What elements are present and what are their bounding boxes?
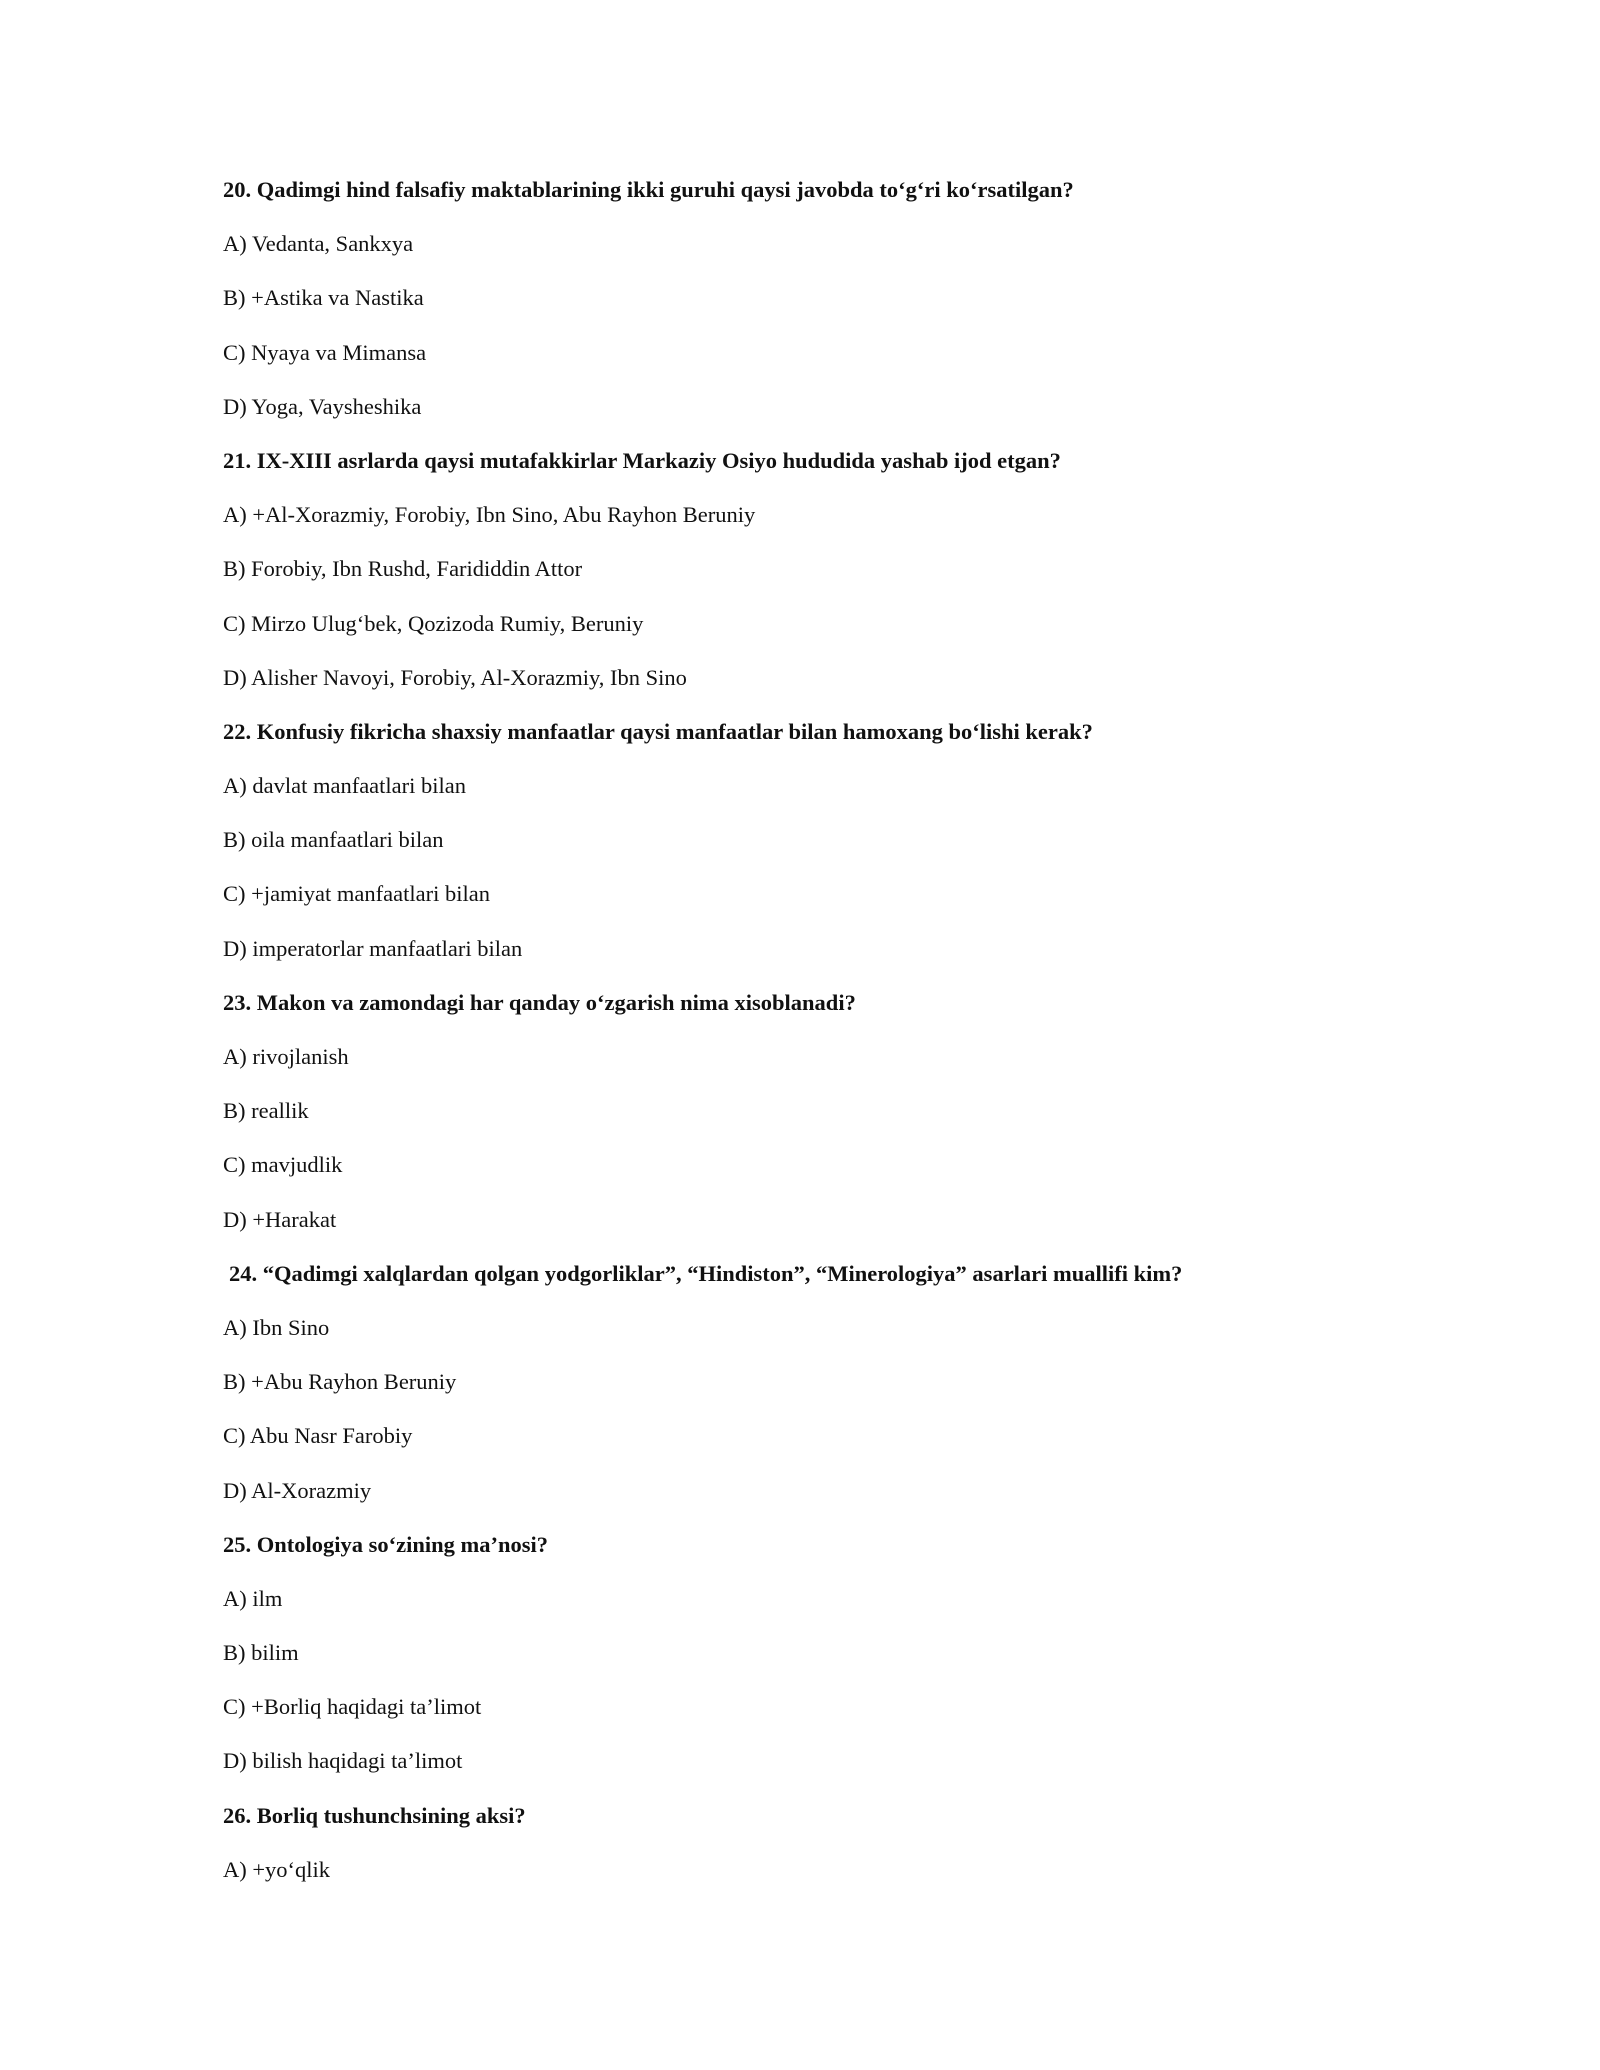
question-25-option-c: C) +Borliq haqidagi ta’limot <box>223 1694 482 1720</box>
question-23-option-c: C) mavjudlik <box>223 1152 343 1178</box>
question-22-option-d: D) imperatorlar manfaatlari bilan <box>223 935 523 961</box>
question-21-option-c: C) Mirzo Ulug‘bek, Qozizoda Rumiy, Beruniy <box>223 610 644 636</box>
question-23-text: 23. Makon va zamondagi har qanday o‘zgarish nima xisoblanadi? <box>223 989 856 1015</box>
question-22-option-c: C) +jamiyat manfaatlari bilan <box>223 881 490 907</box>
question-20-option-b: B) +Astika va Nastika <box>223 285 424 311</box>
question-23-option-d: D) +Harakat <box>223 1206 337 1232</box>
question-22-text: 22. Konfusiy fikricha shaxsiy manfaatlar qaysi manfaatlar bilan hamoxang bo‘lishi kerak? <box>223 718 1093 744</box>
question-21-option-b: B) Forobiy, Ibn Rushd, Farididdin Attor <box>223 556 583 582</box>
question-21-option-a: A) +Al-Xorazmiy, Forobiy, Ibn Sino, Abu Rayhon Beruniy <box>223 502 756 528</box>
question-20-text: 20. Qadimgi hind falsafiy maktablarining ikki guruhi qaysi javobda to‘g‘ri ko‘rsatilgan? <box>223 177 1074 202</box>
question-26-option-a: A) +yo‘qlik <box>223 1856 331 1882</box>
question-20-option-a: A) Vedanta, Sankxya <box>223 231 414 257</box>
question-22-option-a: A) davlat manfaatlari bilan <box>223 773 467 799</box>
question-24-option-c: C) Abu Nasr Farobiy <box>223 1423 413 1449</box>
question-25-option-b: B) bilim <box>223 1640 299 1666</box>
question-26-text: 26. Borliq tushunchsining aksi? <box>223 1802 526 1828</box>
question-list <box>223 172 1423 1906</box>
question-21-text: 21. IX-XIII asrlarda qaysi mutafakkirlar Markaziy Osiyo hududida yashab ijod etgan? <box>223 447 1061 473</box>
question-23-option-a: A) rivojlanish <box>223 1044 349 1069</box>
question-24-option-d: D) Al-Xorazmiy <box>223 1477 372 1503</box>
question-23-option-b: B) reallik <box>223 1098 309 1124</box>
question-24-option-a: A) Ibn Sino <box>223 1314 330 1340</box>
question-25-text: 25. Ontologiya so‘zining ma’nosi? <box>223 1531 549 1557</box>
question-24-text: 24. “Qadimgi xalqlardan qolgan yodgorliklar”, “Hindiston”, “Minerologiya” asarlari muallifi kim? <box>229 1260 1183 1286</box>
question-20-option-d: D) Yoga, Vaysheshika <box>223 393 422 419</box>
question-22-option-b: B) oila manfaatlari bilan <box>223 827 444 853</box>
question-20-option-c: C) Nyaya va Mimansa <box>223 339 427 365</box>
question-25-option-d: D) bilish haqidagi ta’limot <box>223 1748 463 1774</box>
question-24-option-b: B) +Abu Rayhon Beruniy <box>223 1369 457 1395</box>
question-21-option-d: D) Alisher Navoyi, Forobiy, Al-Xorazmiy, Ibn Sino <box>223 664 687 690</box>
question-25-option-a: A) ilm <box>223 1585 283 1611</box>
